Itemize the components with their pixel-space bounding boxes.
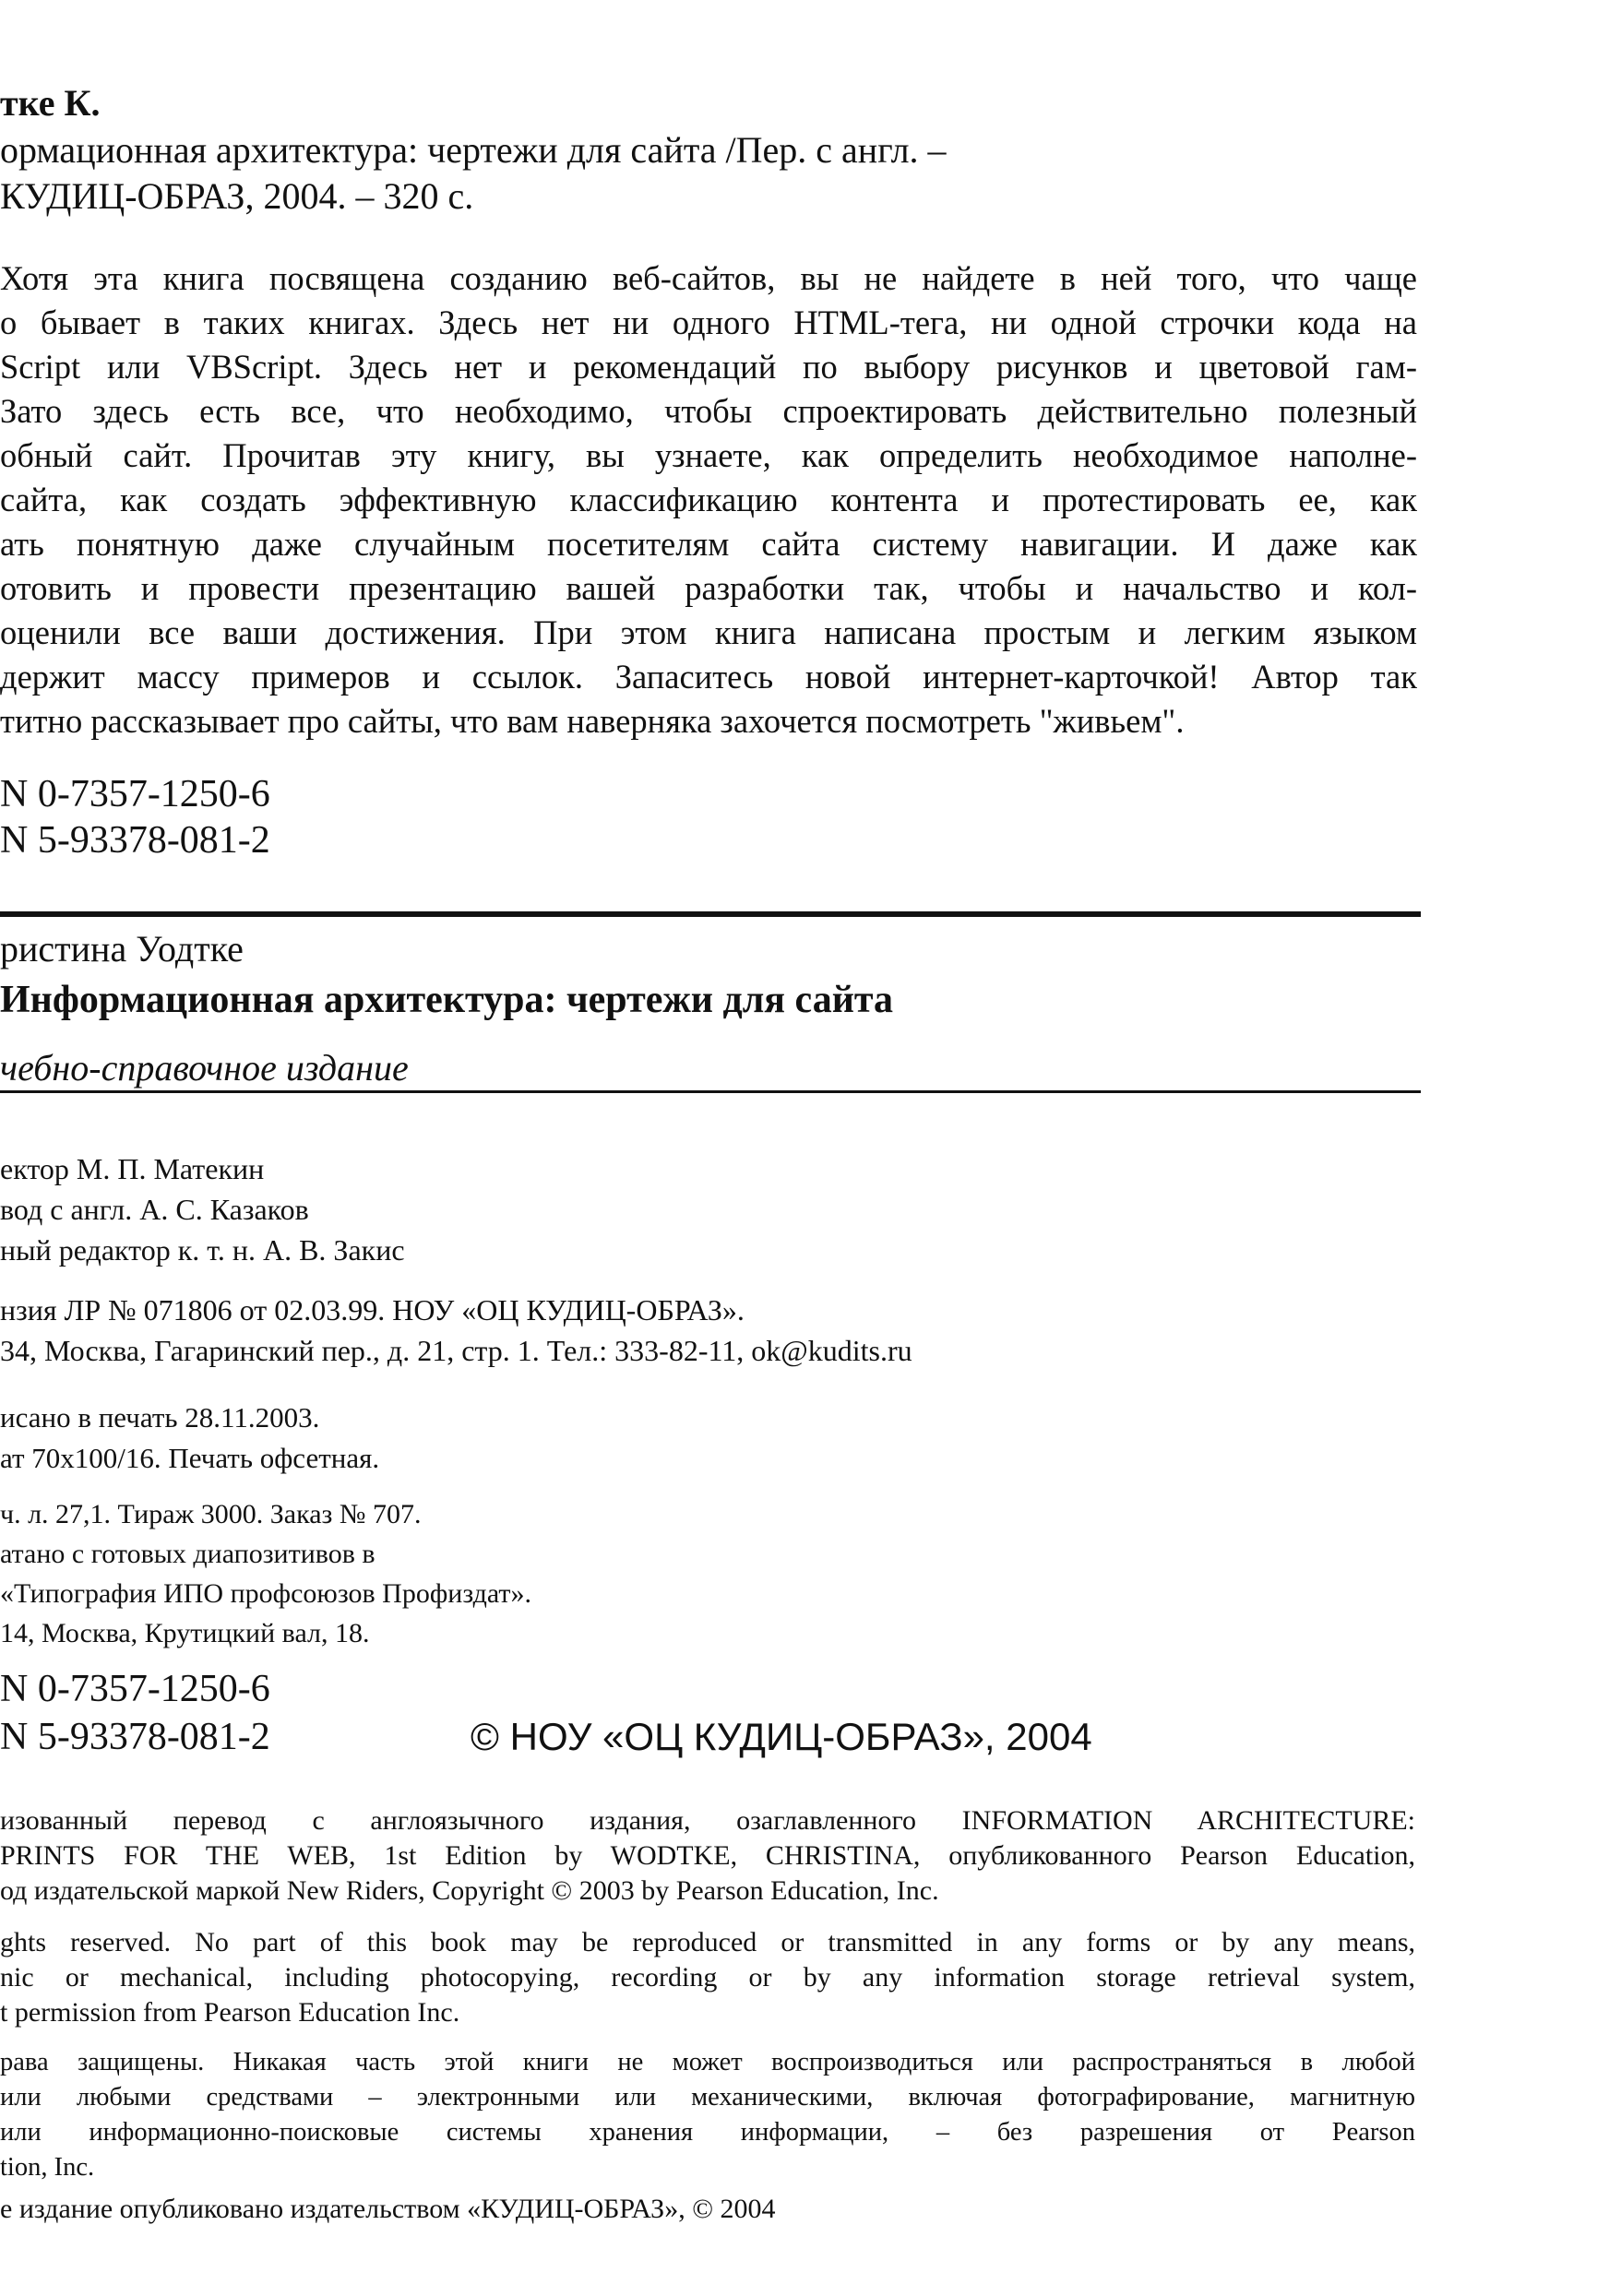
divider-thick bbox=[0, 911, 1421, 917]
rights-line: tion, Inc. bbox=[0, 2153, 95, 2182]
annotation-line: о бывает в таких книгах. Здесь нет ни одного HTML-тега, ни одной строчки кода на bbox=[0, 303, 1417, 341]
rights-line: рава защищены. Никакая часть этой книги не может воспроизводиться или распространяться в любой bbox=[0, 2048, 1415, 2076]
isbn-number: N 5-93378-081-2 bbox=[0, 819, 270, 862]
translation-note bbox=[0, 1803, 1415, 1909]
annotation-line: Script или VBScript. Здесь нет и рекомендаций по выбору рисунков и цветовой гам- bbox=[0, 348, 1417, 386]
license-line: 34, Москва, Гагаринский пер., д. 21, стр. 1. Тел.: 333-82-11, ok@kudits.ru bbox=[0, 1334, 912, 1367]
isbn-list-bottom bbox=[0, 1665, 270, 1761]
catalog-line: КУДИЦ-ОБРАЗ, 2004. – 320 с. bbox=[0, 175, 474, 217]
imprint-author: ристина Уодтке bbox=[0, 928, 244, 970]
print-info bbox=[0, 1398, 379, 1479]
annotation-line: титно рассказывает про сайты, что вам наверняка захочется посмотреть "живьем". bbox=[0, 702, 1185, 740]
staff-credits bbox=[0, 1148, 405, 1270]
edition-note: е издание опубликовано издательством «КУДИЦ-ОБРАЗ», © 2004 bbox=[0, 2194, 776, 2224]
isbn-number: N 0-7357-1250-6 bbox=[0, 773, 270, 815]
printing-line: ч. л. 27,1. Тираж 3000. Заказ № 707. bbox=[0, 1499, 422, 1529]
translation-line: од издательской маркой New Riders, Copyright © 2003 by Pearson Education, Inc. bbox=[0, 1875, 939, 1906]
imprint-edition-type: чебно-справочное издание bbox=[0, 1047, 409, 1089]
printing-line: атано с готовых диапозитивов в bbox=[0, 1539, 375, 1569]
rights-line: ghts reserved. No part of this book may be reproduced or transmitted in any forms or by any means, bbox=[0, 1927, 1415, 1957]
rights-line: nic or mechanical, including photocopying, recording or by any information storage retrieval system, bbox=[0, 1962, 1415, 1993]
divider-thin bbox=[0, 1090, 1421, 1093]
rights-line: или любыми средствами – электронными или механическими, включая фотографирование, магнитную bbox=[0, 2083, 1415, 2112]
staff-line: ектор М. П. Матекин bbox=[0, 1152, 265, 1185]
annotation-line: отовить и провести презентацию вашей разработки так, чтобы и начальство и кол- bbox=[0, 569, 1417, 607]
translation-line: изованный перевод с англоязычного издания, озаглавленного INFORMATION ARCHITECTURE: bbox=[0, 1805, 1415, 1836]
annotation-line: держит массу примеров и ссылок. Запаситесь новой интернет-карточкой! Автор так bbox=[0, 658, 1417, 696]
translation-line: PRINTS FOR THE WEB, 1st Edition by WODTKE, CHRISTINA, опубликованного Pearson Education, bbox=[0, 1840, 1415, 1871]
isbn-number: N 5-93378-081-2 bbox=[0, 1716, 270, 1758]
annotation-line: ать понятную даже случайным посетителям сайта систему навигации. И даже как bbox=[0, 525, 1417, 563]
annotation-line: Хотя эта книга посвящена созданию веб-сайтов, вы не найдете в ней того, что чаще bbox=[0, 259, 1417, 297]
catalog-line: ормационная архитектура: чертежи для сайта /Пер. с англ. – bbox=[0, 129, 947, 171]
isbn-number: N 0-7357-1250-6 bbox=[0, 1668, 270, 1710]
rights-notice-russian bbox=[0, 2045, 1415, 2185]
imprint-title: Информационная архитектура: чертежи для сайта bbox=[0, 979, 894, 1021]
annotation-line: сайта, как создать эффективную классификацию контента и протестировать ее, как bbox=[0, 481, 1417, 518]
printing-line: «Типография ИПО профсоюзов Профиздат». bbox=[0, 1578, 532, 1609]
annotation-paragraph bbox=[0, 256, 1417, 744]
catalog-description bbox=[0, 127, 947, 220]
rights-notice-english bbox=[0, 1925, 1415, 2030]
rights-line: или информационно-поисковые системы хранения информации, – без разрешения от Pearson bbox=[0, 2118, 1415, 2147]
print-info-line: ат 70x100/16. Печать офсетная. bbox=[0, 1442, 380, 1474]
annotation-line: оценили все ваши достижения. При этом книга написана простым и легким языком bbox=[0, 613, 1417, 651]
publisher-license bbox=[0, 1290, 912, 1371]
rights-line: t permission from Pearson Education Inc. bbox=[0, 1997, 460, 2028]
copyright-notice: © НОУ «ОЦ КУДИЦ-ОБРАЗ», 2004 bbox=[471, 1715, 1092, 1758]
printing-line: 14, Москва, Крутицкий вал, 18. bbox=[0, 1618, 370, 1648]
printing-house-info bbox=[0, 1494, 531, 1653]
print-info-line: исано в печать 28.11.2003. bbox=[0, 1401, 320, 1434]
license-line: нзия ЛР № 071806 от 02.03.99. НОУ «ОЦ КУДИЦ-ОБРАЗ». bbox=[0, 1293, 745, 1326]
annotation-line: Зато здесь есть все, что необходимо, чтобы спроектировать действительно полезный bbox=[0, 392, 1417, 430]
annotation-line: обный сайт. Прочитав эту книгу, вы узнаете, как определить необходимое наполне- bbox=[0, 436, 1417, 474]
staff-line: ный редактор к. т. н. А. В. Закис bbox=[0, 1233, 405, 1267]
isbn-list-top bbox=[0, 771, 270, 863]
staff-line: вод с англ. А. С. Казаков bbox=[0, 1193, 309, 1226]
catalog-author: тке К. bbox=[0, 82, 101, 124]
